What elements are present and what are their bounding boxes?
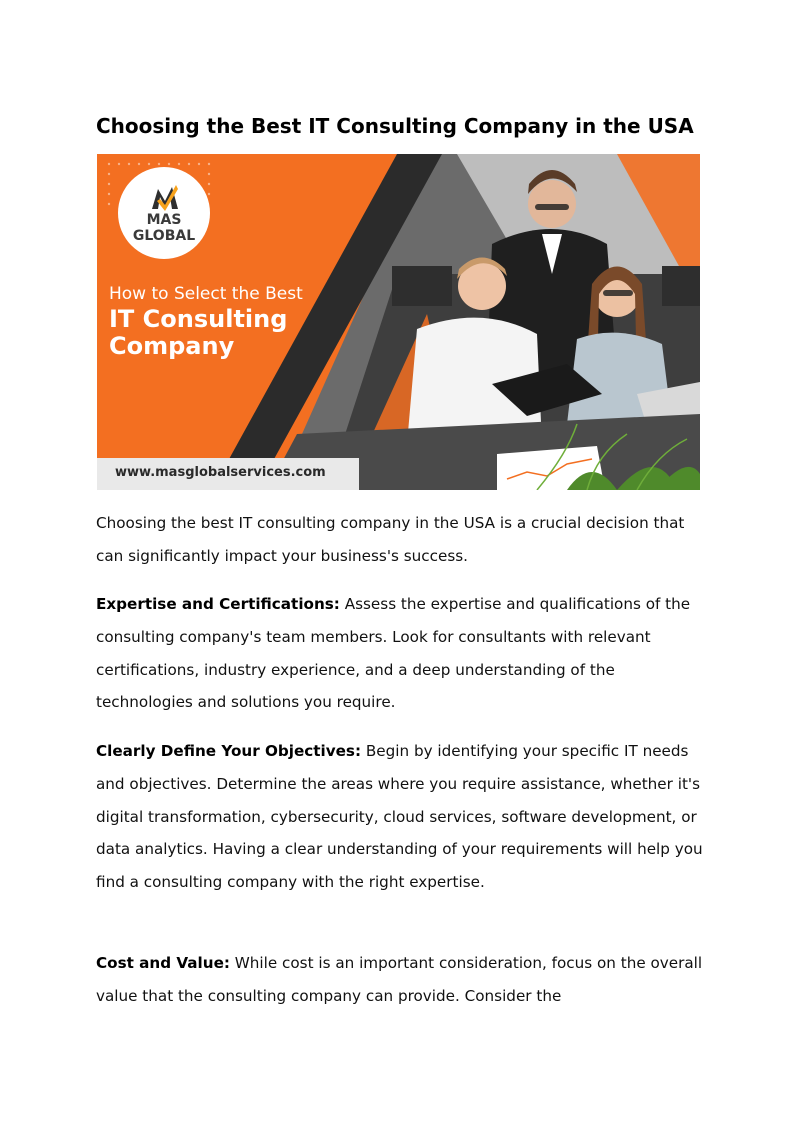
expertise-body: Assess the expertise and qualifications of the consulting company's team members. Look for consultants with relevant certifications, industry experience, and a deep understanding of the technologies and solutions you require. bbox=[96, 595, 691, 712]
logo-text-line1: MAS bbox=[146, 212, 182, 228]
intro-paragraph bbox=[96, 507, 706, 573]
banner-headline-line1: How to Select the Best bbox=[109, 284, 303, 304]
cost-heading: Cost and Value: bbox=[96, 954, 230, 972]
cost-body: While cost is an important consideration, focus on the overall value that the consulting company can provide. Consider the bbox=[96, 954, 703, 1005]
banner-headline-line3: Company bbox=[109, 332, 235, 360]
cost-paragraph bbox=[96, 947, 706, 1013]
expertise-paragraph bbox=[96, 588, 706, 719]
banner-url-bar bbox=[97, 458, 359, 490]
logo-checkmark-icon bbox=[152, 183, 178, 211]
objectives-heading: Clearly Define Your Objectives: bbox=[96, 742, 362, 760]
banner-headline-line2: IT Consulting bbox=[109, 305, 288, 333]
objectives-paragraph bbox=[96, 735, 706, 899]
objectives-body: Begin by identifying your specific IT needs and objectives. Determine the areas where you require assistance, whether it's digital transformation, cybersecurity, cloud services, software development, or data analytics. Having a clear understanding of your requirements will help you find a consulting company with the right expertise. bbox=[96, 742, 703, 892]
page-title: Choosing the Best IT Consulting Company in the USA bbox=[96, 114, 694, 138]
logo-text-line2: GLOBAL bbox=[132, 228, 196, 244]
intro-text: Choosing the best IT consulting company in the USA is a crucial decision that can significantly impact your business's success. bbox=[96, 514, 685, 565]
banner-image bbox=[97, 154, 700, 490]
banner-url: www.masglobalservices.com bbox=[115, 465, 326, 480]
mas-global-logo bbox=[118, 167, 210, 259]
expertise-heading: Expertise and Certifications: bbox=[96, 595, 340, 613]
